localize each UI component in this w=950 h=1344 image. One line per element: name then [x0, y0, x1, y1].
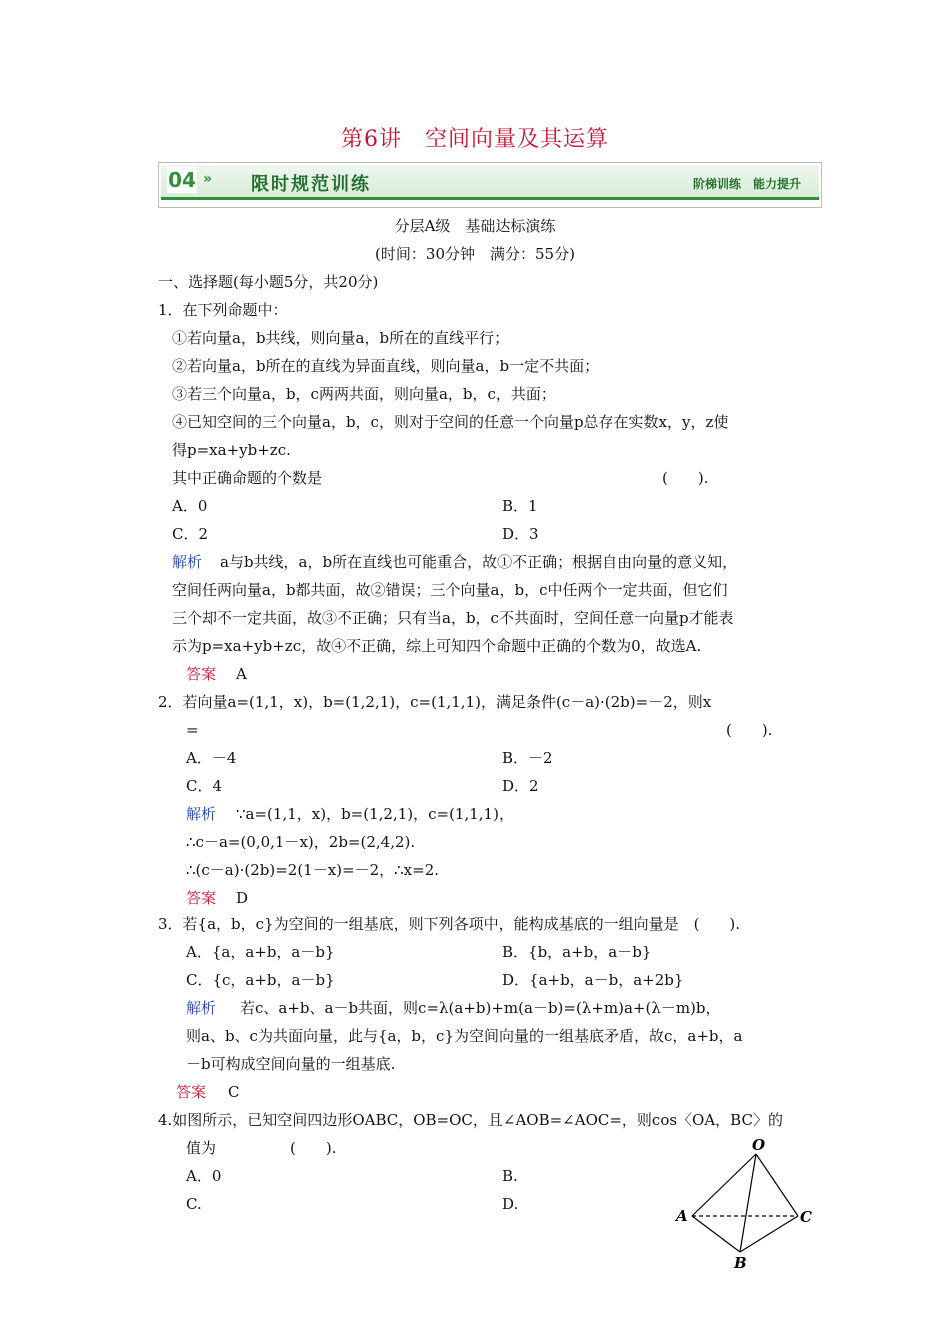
q2-option-c: C．4: [186, 777, 223, 795]
q1-answer-label: 答案: [186, 665, 217, 683]
q1-option-b: B．1: [502, 497, 538, 515]
q3-option-d: D．{a+b，a－b，a+2b}: [502, 971, 684, 989]
q2-answer-label: 答案: [186, 889, 217, 907]
banner-title: 限时规范训练: [251, 174, 371, 195]
q3-answer: C: [228, 1083, 240, 1101]
q3-analysis-line-2: 则a、b、c为共面向量，此与{a，b，c}为空间向量的一组基底矛盾，故c，a+b，a: [186, 1027, 743, 1045]
q1-option-a: A．0: [172, 497, 208, 515]
q1-analysis-label: 解析: [172, 553, 203, 571]
q2-option-d: D．2: [502, 777, 539, 795]
label-c: C: [800, 1208, 812, 1226]
q4-stem-cont: 值为: [186, 1139, 217, 1157]
q1-statement-4-cont: 得p=xa+yb+zc.: [172, 441, 291, 459]
q2-equals: =: [186, 721, 199, 739]
q4-option-b: B.: [502, 1167, 518, 1185]
label-o: O: [752, 1136, 766, 1154]
q4-option-a: A．0: [186, 1167, 222, 1185]
q4-option-d: D.: [502, 1195, 519, 1213]
level-heading: 分层A级 基础达标演练: [394, 217, 556, 235]
q2-analysis-line-3: ∴(c－a)·(2b)=2(1－x)=－2，∴x=2.: [186, 861, 440, 879]
q2-answer-paren: ( ).: [726, 721, 773, 739]
edge-oa: [692, 1154, 756, 1216]
q2-analysis-label: 解析: [186, 805, 217, 823]
label-a: A: [676, 1207, 688, 1225]
q2-option-b: B．－2: [502, 749, 553, 767]
q1-statement-4: ④已知空间的三个向量a，b，c，则对于空间的任意一个向量p总存在实数x，y，z使: [172, 413, 729, 431]
banner-arrow-icon: »: [203, 171, 213, 187]
edge-ab: [692, 1216, 740, 1252]
q2-stem: 2．若向量a=(1,1，x)，b=(1,2,1)，c=(1,1,1)，满足条件(c－a)·(2b)=－2，则x: [158, 693, 712, 711]
q4-answer-paren: ( ).: [290, 1139, 337, 1157]
q1-ask: 其中正确命题的个数是: [172, 469, 323, 487]
q3-option-c: C．{c，a+b，a－b}: [186, 971, 335, 989]
q1-option-c: C．2: [172, 525, 209, 543]
q1-statement-2: ②若向量a，b所在的直线为异面直线，则向量a，b一定不共面；: [172, 357, 600, 375]
section-banner: [158, 162, 822, 208]
edge-ob: [740, 1154, 756, 1252]
q2-analysis-line-2: ∴c－a=(0,0,1－x)，2b=(2,4,2).: [186, 833, 416, 851]
q1-analysis-line-3: 三个却不一定共面，故③不正确；只有当a，b，c不共面时，空间任意一向量p才能表: [172, 609, 734, 627]
q1-option-d: D．3: [502, 525, 539, 543]
banner-subtitle: 阶梯训练 能力提升: [692, 177, 801, 191]
q4-option-c: C.: [186, 1195, 202, 1213]
banner-number: 04: [168, 168, 196, 192]
q3-stem: 3．若{a，b，c}为空间的一组基底，则下列各项中，能构成基底的一组向量是 ( ).: [158, 915, 741, 933]
q1-analysis-line-1: a与b共线，a，b所在直线也可能重合，故①不正确；根据自由向量的意义知，: [220, 553, 738, 571]
q3-option-a: A．{a，a+b，a－b}: [186, 943, 335, 961]
q2-answer: D: [236, 889, 249, 907]
q1-analysis-line-4: 示为p=xa+yb+zc，故④不正确，综上可知四个命题中正确的个数为0，故选A.: [172, 637, 702, 655]
q3-analysis-line-1: 若c、a+b、a－b共面，则c=λ(a+b)+m(a－b)=(λ+m)a+(λ－m)b，: [240, 999, 721, 1017]
q1-answer: A: [236, 665, 247, 683]
q3-analysis-line-3: －b可构成空间向量的一组基底.: [186, 1055, 396, 1073]
q1-analysis-line-2: 空间任两向量a，b都共面，故②错误；三个向量a，b，c中任两个一定共面，但它们: [172, 581, 728, 599]
q1-statement-3: ③若三个向量a，b，c两两共面，则向量a，b，c，共面；: [172, 385, 556, 403]
q2-analysis-line-1: ∵a=(1,1，x)，b=(1,2,1)，c=(1,1,1)，: [236, 805, 514, 823]
q3-analysis-label: 解析: [186, 999, 217, 1017]
q2-option-a: A．－4: [186, 749, 237, 767]
q1-statement-1: ①若向量a，b共线，则向量a，b所在的直线平行；: [172, 329, 510, 347]
q1-stem: 1．在下列命题中：: [158, 301, 288, 319]
q4-stem: 4.如图所示，已知空间四边形OABC，OB=OC，且∠AOB=∠AOC=，则cos〈OA，BC〉的: [158, 1111, 783, 1129]
page-title: 第6讲 空间向量及其运算: [341, 127, 609, 152]
q3-answer-label: 答案: [176, 1083, 207, 1101]
q3-option-b: B．{b，a+b，a－b}: [502, 943, 652, 961]
section-heading: 一、选择题(每小题5分，共20分): [158, 273, 379, 291]
q1-answer-paren: ( ).: [662, 469, 709, 487]
edge-bc: [740, 1216, 798, 1252]
edge-oc: [756, 1154, 798, 1216]
tetrahedron-figure: [672, 1136, 822, 1272]
label-b: B: [734, 1254, 747, 1272]
time-note: (时间：30分钟 满分：55分): [375, 245, 575, 263]
